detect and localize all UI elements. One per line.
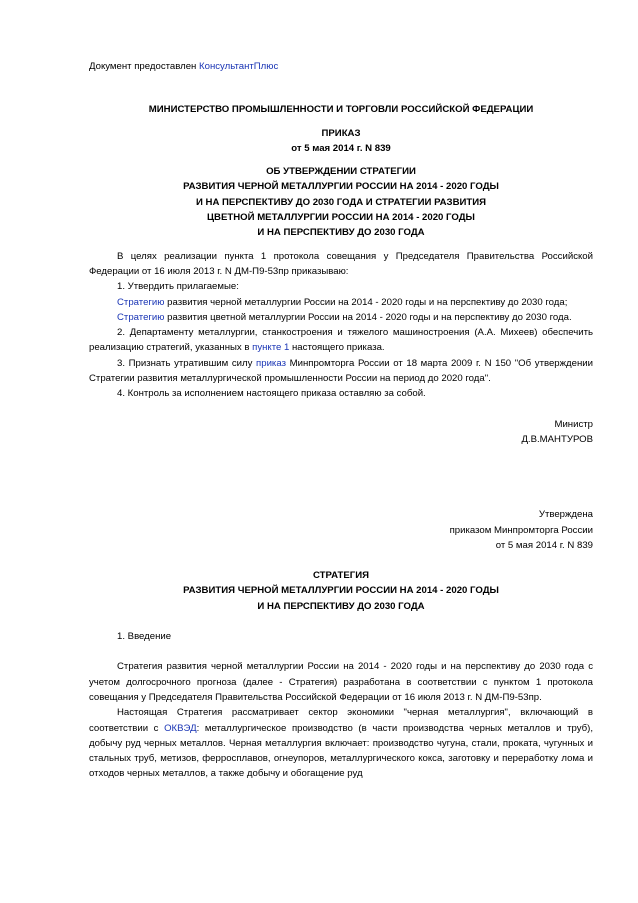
approval-line-1: Утверждена xyxy=(538,509,593,521)
order-item-1: 1. Утвердить прилагаемые: xyxy=(117,281,239,293)
strategy-paragraph-1: Стратегия развития черной металлургии России на 2014 - 2020 годы и на перспективу до 2030 года с учетом долгосрочного прогноза (далее - Стратегия) разработана в соответствии с пунктом 1 протокола совещания у Председателя Правительства Российской Федерации от 16 июля 2013 г. N ДМ-П9-53пр. xyxy=(89,661,593,703)
order-2009-link[interactable]: приказ xyxy=(256,357,286,369)
order-type: ПРИКАЗ xyxy=(321,127,361,139)
ministry-name: МИНИСТЕРСТВО ПРОМЫШЛЕННОСТИ И ТОРГОВЛИ РОССИЙСКОЙ ФЕДЕРАЦИИ xyxy=(148,104,534,116)
order-item-1a-text: развития черной металлургии России на 2014 - 2020 годы и на перспективу до 2030 года; xyxy=(164,296,568,308)
order-item-1b xyxy=(89,310,593,325)
order-item-2-text: 2. Департаменту металлургии, станкостроения и тяжелого машиностроения (А.А. Михеев) обеспечить реализацию стратегий, указанных в xyxy=(89,327,593,354)
order-item-2-tail: настоящего приказа. xyxy=(289,342,385,354)
provided-by-text: Документ предоставлен xyxy=(89,61,200,72)
order-date-number: от 5 мая 2014 г. N 839 xyxy=(291,142,391,154)
provided-by-line xyxy=(89,59,593,74)
point-1-link[interactable]: пункте 1 xyxy=(252,342,290,354)
order-item-1b-text: развития цветной металлургии России на 2014 - 2020 годы и на перспективу до 2030 года. xyxy=(164,311,572,323)
strategy-paragraph-2-tail: : металлургическое производство (в части производства черных металлов и труб), добычу руд черных металлов. Черная металлургия включает: производство чугуна, стали, проката, чугунных и стальных труб, метизов, ферросплавов, огнеупоров, металлургического кокса, заготовку и переработку лома и отходов черных металлов, а также добычу и обогащение руд xyxy=(89,722,593,780)
consultant-plus-link[interactable]: КонсультантПлюс xyxy=(199,61,279,72)
order-title-line: И НА ПЕРСПЕКТИВУ ДО 2030 ГОДА И СТРАТЕГИИ РАЗВИТИЯ xyxy=(195,196,487,208)
order-item-1a xyxy=(89,295,593,310)
document-content xyxy=(89,59,593,782)
section-heading: 1. Введение xyxy=(117,631,172,643)
strategy-title-line: И НА ПЕРСПЕКТИВУ ДО 2030 ГОДА xyxy=(257,600,425,612)
order-item-2 xyxy=(89,325,593,356)
strategy-paragraph-2 xyxy=(89,705,593,781)
order-title-line: И НА ПЕРСПЕКТИВУ ДО 2030 ГОДА xyxy=(257,227,425,239)
order-title-line: РАЗВИТИЯ ЧЕРНОЙ МЕТАЛЛУРГИИ РОССИИ НА 2014 - 2020 ГОДЫ xyxy=(183,181,499,193)
okved-link[interactable]: ОКВЭД xyxy=(164,722,197,734)
order-item-3-text: 3. Признать утратившим силу xyxy=(117,357,257,369)
order-item-3 xyxy=(89,356,593,387)
order-item-3-tail: Минпромторга России от 18 марта 2009 г. N 150 "Об утверждении Стратегии развития металлургической промышленности России на период до 2020 года". xyxy=(89,357,593,385)
strategy-title-line: СТРАТЕГИЯ xyxy=(312,570,370,582)
signer-name: Д.В.МАНТУРОВ xyxy=(521,433,593,445)
signer-title: Министр xyxy=(554,418,593,430)
strategy-nonferrous-link[interactable]: Стратегию xyxy=(117,311,165,323)
strategy-ferrous-link[interactable]: Стратегию xyxy=(117,296,165,308)
order-title-line: ОБ УТВЕРЖДЕНИИ СТРАТЕГИИ xyxy=(266,166,416,178)
strategy-title-line: РАЗВИТИЯ ЧЕРНОЙ МЕТАЛЛУРГИИ РОССИИ НА 2014 - 2020 ГОДЫ xyxy=(183,585,499,597)
approval-line-2: приказом Минпромторга России xyxy=(449,524,593,536)
order-item-4: 4. Контроль за исполнением настоящего приказа оставляю за собой. xyxy=(117,388,426,400)
order-intro-paragraph: В целях реализации пункта 1 протокола совещания у Председателя Правительства Российской Федерации от 16 июля 2013 г. N ДМ-П9-53пр приказываю: xyxy=(89,250,593,277)
approval-line-3: от 5 мая 2014 г. N 839 xyxy=(495,539,593,551)
order-title-line: ЦВЕТНОЙ МЕТАЛЛУРГИИ РОССИИ НА 2014 - 2020 ГОДЫ xyxy=(207,212,475,224)
strategy-paragraph-2-text: Настоящая Стратегия рассматривает сектор экономики "черная металлургия", включающий в соответствии с xyxy=(89,707,593,734)
